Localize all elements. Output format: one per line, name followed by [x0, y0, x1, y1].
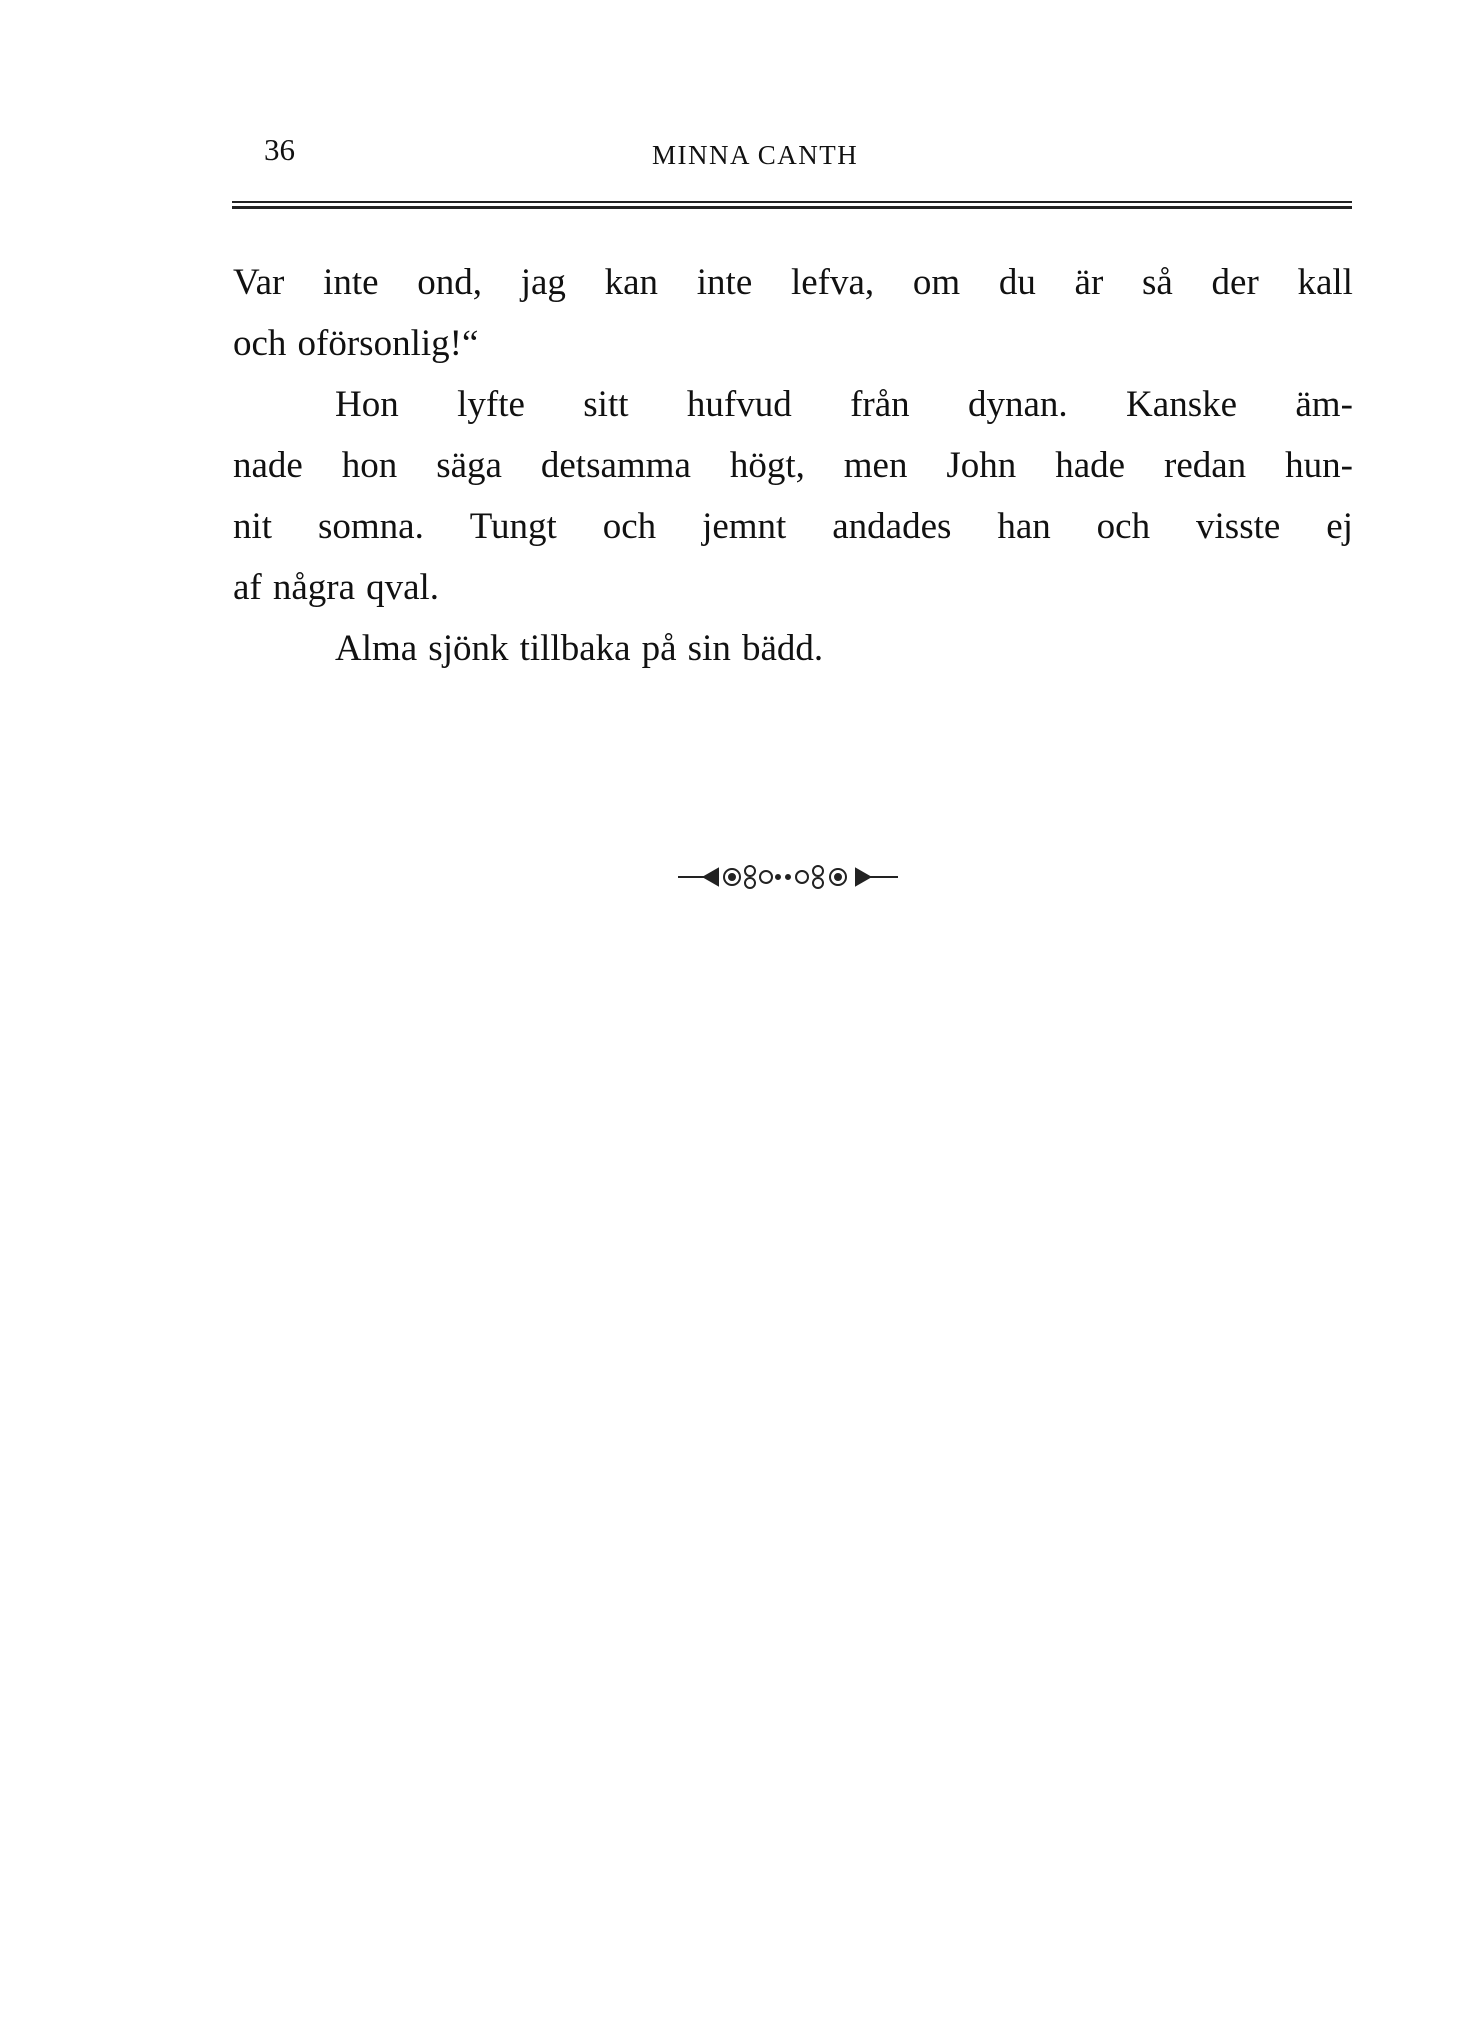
word: några	[272, 567, 356, 608]
word: och	[1096, 506, 1151, 547]
word: bädd.	[741, 628, 824, 669]
word: oförsonlig!“	[297, 323, 479, 364]
word: Kanske	[1126, 384, 1238, 425]
word: andades	[832, 506, 952, 547]
body-text	[233, 252, 1353, 679]
word: sin	[687, 628, 731, 669]
word: af	[233, 567, 262, 608]
word: ond,	[417, 262, 483, 303]
word: är	[1074, 262, 1104, 303]
word: säga	[436, 445, 502, 486]
word: han	[997, 506, 1051, 547]
word: men	[843, 445, 908, 486]
word: om	[912, 262, 961, 303]
word: Hon	[335, 384, 399, 425]
text-line-5	[233, 496, 1353, 557]
word: sitt	[583, 384, 629, 425]
word: ej	[1326, 506, 1353, 547]
word: från	[850, 384, 910, 425]
word: Alma	[335, 628, 418, 669]
word: högt,	[729, 445, 805, 486]
word: hon	[341, 445, 398, 486]
word: hun-	[1285, 445, 1353, 486]
word: John	[946, 445, 1017, 486]
text-line-1	[233, 252, 1353, 313]
word: visste	[1196, 506, 1281, 547]
word: och	[602, 506, 657, 547]
word: Tungt	[469, 506, 557, 547]
word: jemnt	[702, 506, 787, 547]
word: inte	[323, 262, 379, 303]
word: lefva,	[790, 262, 875, 303]
word: der	[1211, 262, 1259, 303]
text-line-6	[233, 557, 1353, 618]
page-number: 36	[264, 132, 295, 167]
text-line-2	[233, 313, 1353, 374]
word: lyfte	[457, 384, 525, 425]
text-line-3	[233, 374, 1353, 435]
word: Var	[233, 262, 285, 303]
word: jag	[520, 262, 566, 303]
word: tillbaka	[519, 628, 631, 669]
header-double-rule	[232, 201, 1352, 209]
word: äm-	[1295, 384, 1353, 425]
word: dynan.	[968, 384, 1068, 425]
word: och	[233, 323, 287, 364]
word: nade	[233, 445, 303, 486]
word: somna.	[317, 506, 424, 547]
word: på	[641, 628, 677, 669]
running-head: MINNA CANTH	[652, 140, 859, 170]
word: qval.	[366, 567, 440, 608]
word: kan	[604, 262, 659, 303]
word: redan	[1164, 445, 1247, 486]
word: hufvud	[686, 384, 792, 425]
word: inte	[696, 262, 753, 303]
word: hade	[1055, 445, 1126, 486]
word: nit	[233, 506, 273, 547]
text-line-7	[233, 618, 1353, 679]
word: sjönk	[428, 628, 509, 669]
word: kall	[1297, 262, 1353, 303]
text-line-4	[233, 435, 1353, 496]
floral-ornament-icon	[678, 857, 898, 897]
page-header	[232, 128, 1352, 178]
word: så	[1142, 262, 1173, 303]
word: du	[998, 262, 1036, 303]
word: detsamma	[540, 445, 691, 486]
